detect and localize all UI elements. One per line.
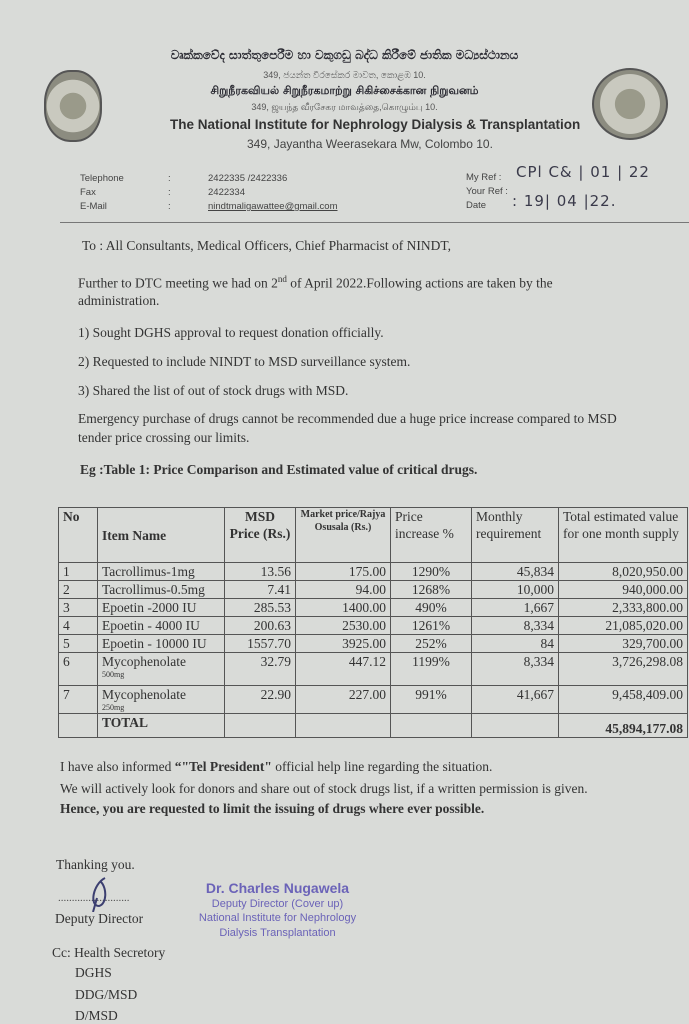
intro-line-2: administration.	[78, 293, 160, 308]
after-line-3: Hence, you are requested to limit the issuing of drugs where ever possible.	[60, 801, 485, 816]
cell-no	[59, 635, 98, 653]
telephone-value: 2422335 /2422336	[208, 173, 288, 184]
cell-increase	[391, 563, 472, 581]
increase-text: 1268%	[411, 582, 451, 597]
after-line-1	[60, 759, 492, 775]
total-value: 45,894,177.08	[559, 714, 688, 738]
cell-no	[59, 653, 98, 686]
action-3: 3) Shared the list of out of stock drugs with MSD.	[78, 383, 349, 398]
header-msd: MSD Price (Rs.)	[225, 508, 296, 563]
fax-value: 2422334	[208, 187, 245, 198]
cell-total	[559, 617, 688, 635]
msd-text: 1557.70	[247, 636, 291, 651]
total-cell-empty	[296, 714, 391, 738]
intro-text: Further to DTC meeting we had on 2	[78, 275, 278, 291]
cell-monthly	[472, 599, 559, 617]
stamp-institute-2: Dialysis Transplantation	[219, 927, 336, 939]
header-increase: Price increase %	[391, 508, 472, 563]
cell-monthly	[472, 563, 559, 581]
letterhead-tamil-address: 349, ஜயந்த வீரசேகர மாவத்தை,கொழும்பு 10.	[251, 102, 438, 112]
table-row	[59, 653, 688, 686]
cell-item	[98, 635, 225, 653]
intro-text: of April 2022.Following actions are taken by the	[286, 275, 553, 291]
item-text: Tacrollimus-1mg	[102, 564, 195, 579]
separator: :	[168, 173, 171, 184]
cc-item: DGHS	[75, 965, 112, 980]
emergency-line-1: Emergency purchase of drugs cannot be recommended due a huge price increase compared to MSD	[78, 411, 617, 426]
monthly-text: 1,667	[523, 600, 554, 615]
total-cell-empty	[391, 714, 472, 738]
signature-line: ..........................	[58, 892, 130, 904]
cell-no	[59, 617, 98, 635]
market-text: 3925.00	[342, 636, 386, 651]
monthly-text: 45,834	[516, 564, 554, 579]
cell-msd	[225, 563, 296, 581]
cell-market	[296, 686, 391, 714]
cell-market	[296, 599, 391, 617]
cell-no	[59, 686, 98, 714]
email-label: E-Mail	[80, 201, 107, 212]
cell-increase	[391, 581, 472, 599]
no-text: 4	[63, 618, 70, 633]
no-text: 5	[63, 636, 70, 651]
cell-item	[98, 563, 225, 581]
table-row	[59, 617, 688, 635]
no-text: 7	[63, 687, 70, 702]
my-ref-value: CPl C& | 01 | 22	[516, 163, 650, 181]
after-text: official help line regarding the situation.	[271, 759, 493, 774]
stamp-name: Dr. Charles Nugawela	[205, 880, 350, 896]
cell-increase	[391, 617, 472, 635]
intro-sup: nd	[277, 274, 287, 284]
cell-item	[98, 686, 225, 714]
date-label: Date	[466, 200, 487, 211]
msd-text: 13.56	[260, 564, 291, 579]
item-text: Mycophenolate	[102, 654, 186, 669]
header-monthly: Monthly requirement	[472, 508, 559, 563]
item-text: Tacrollimus-0.5mg	[102, 582, 205, 597]
item-text: Epoetin - 4000 IU	[102, 618, 200, 633]
increase-text: 1199%	[412, 654, 450, 669]
total-cell-empty	[225, 714, 296, 738]
cell-monthly	[472, 635, 559, 653]
cell-monthly	[472, 686, 559, 714]
header-divider	[60, 222, 689, 223]
separator: :	[168, 187, 171, 198]
cell-monthly	[472, 653, 559, 686]
cell-msd	[225, 581, 296, 599]
signature-mark	[85, 876, 115, 912]
recipients: To : All Consultants, Medical Officers, Chief Pharmacist of NINDT,	[82, 238, 451, 253]
cell-total	[559, 581, 688, 599]
cell-no	[59, 563, 98, 581]
increase-text: 991%	[415, 687, 447, 702]
header-total: Total estimated value for one month supply	[559, 508, 688, 563]
cell-increase	[391, 599, 472, 617]
no-text: 1	[63, 564, 70, 579]
your-ref-label: Your Ref :	[466, 186, 508, 197]
monthly-text: 8,334	[523, 618, 554, 633]
fax-label: Fax	[80, 187, 96, 198]
header-no: No	[59, 508, 98, 563]
emergency-line-2: tender price crossing our limits.	[78, 430, 250, 445]
action-2: 2) Requested to include NINDT to MSD surveillance system.	[78, 354, 411, 369]
increase-text: 1261%	[411, 618, 451, 633]
cell-monthly	[472, 581, 559, 599]
item-text: Epoetin -2000 IU	[102, 600, 197, 615]
stamp-position: Deputy Director (Cover up)	[211, 898, 344, 910]
price-comparison-table	[58, 507, 688, 738]
cell-msd	[225, 599, 296, 617]
table-total-row	[59, 714, 688, 738]
intro-line-1	[78, 274, 553, 292]
total-text: 8,020,950.00	[612, 564, 683, 579]
msd-text: 22.90	[260, 687, 291, 702]
header-market: Market price/Rajya Osusala (Rs.)	[296, 508, 391, 563]
telephone-label: Telephone	[80, 173, 124, 184]
item-strength: 250mg	[102, 703, 125, 712]
total-text: 21,085,020.00	[605, 618, 683, 633]
monthly-text: 10,000	[516, 582, 554, 597]
monthly-text: 84	[540, 636, 554, 651]
item-strength: 500mg	[102, 670, 125, 679]
total-label: TOTAL	[98, 714, 225, 738]
msd-text: 32.79	[260, 654, 291, 669]
total-text: 2,333,800.00	[612, 600, 683, 615]
letterhead-english-name: The National Institute for Nephrology Dialysis & Transplantation	[170, 117, 581, 132]
increase-text: 490%	[415, 600, 447, 615]
total-text: 940,000.00	[622, 582, 683, 597]
monthly-text: 41,667	[516, 687, 554, 702]
msd-text: 7.41	[267, 582, 291, 597]
total-cell-empty	[59, 714, 98, 738]
separator: :	[168, 201, 171, 212]
letterhead-sinhala-address: 349, ජයන්ත වීරසේකර මාවත, කොළඹ 10.	[263, 70, 426, 80]
cell-total	[559, 635, 688, 653]
stamp-institute: National Institute for Nephrology	[198, 912, 357, 924]
cell-increase	[391, 686, 472, 714]
cell-no	[59, 581, 98, 599]
my-ref-label: My Ref :	[466, 172, 502, 183]
msd-text: 285.53	[253, 600, 291, 615]
email-link[interactable]: nindtmaligawattee@gmail.com	[208, 201, 338, 212]
cell-item	[98, 599, 225, 617]
cc-item: DDG/MSD	[75, 987, 138, 1002]
market-text: 175.00	[348, 564, 386, 579]
msd-text: 200.63	[253, 618, 291, 633]
cell-msd	[225, 635, 296, 653]
no-text: 2	[63, 582, 70, 597]
total-text: 9,458,409.00	[612, 687, 683, 702]
cell-increase	[391, 635, 472, 653]
table-row	[59, 686, 688, 714]
item-text: Mycophenolate	[102, 687, 186, 702]
cell-total	[559, 563, 688, 581]
thanking-you: Thanking you.	[56, 857, 135, 872]
letterhead-tamil-name: சிறுநீரகவியல் சிறுநீரகமாற்று சிகிச்சைக்கான நிறுவனம்	[210, 84, 479, 97]
table-row	[59, 563, 688, 581]
cell-msd	[225, 653, 296, 686]
after-text: I have also informed	[60, 759, 175, 774]
cell-msd	[225, 686, 296, 714]
no-text: 6	[63, 654, 70, 669]
letterhead-sinhala-name: වෘක්කවේද සාත්තුපෙරීම හා වකුගඩු බද්ධ කිරීමේ ජාතික මධ්‍යස්ථානය	[170, 48, 519, 62]
table-row	[59, 599, 688, 617]
market-text: 1400.00	[342, 600, 386, 615]
cell-item	[98, 653, 225, 686]
cell-total	[559, 599, 688, 617]
market-text: 94.00	[355, 582, 386, 597]
cell-no	[59, 599, 98, 617]
cell-market	[296, 635, 391, 653]
table-row	[59, 635, 688, 653]
cell-market	[296, 653, 391, 686]
item-text: Epoetin - 10000 IU	[102, 636, 207, 651]
date-value: : 19| 04 |22.	[512, 192, 617, 210]
table-header-row	[59, 508, 688, 563]
total-text: 329,700.00	[622, 636, 683, 651]
market-text: 227.00	[348, 687, 386, 702]
after-line-2: We will actively look for donors and share out of stock drugs list, if a written permission is given.	[60, 781, 588, 796]
increase-text: 1290%	[411, 564, 451, 579]
total-cell-empty	[472, 714, 559, 738]
no-text: 3	[63, 600, 70, 615]
action-1: 1) Sought DGHS approval to request donation officially.	[78, 325, 384, 340]
cell-market	[296, 581, 391, 599]
header-item: Item Name	[98, 508, 225, 563]
cell-total	[559, 686, 688, 714]
cell-market	[296, 617, 391, 635]
monthly-text: 8,334	[523, 654, 554, 669]
signer-title: Deputy Director	[55, 911, 144, 926]
cell-msd	[225, 617, 296, 635]
cell-item	[98, 581, 225, 599]
total-text: 3,726,298.08	[612, 654, 683, 669]
cell-total	[559, 653, 688, 686]
table-caption: Eg :Table 1: Price Comparison and Estimated value of critical drugs.	[80, 462, 478, 477]
tel-president: “"Tel President"	[174, 759, 272, 774]
cc-item: D/MSD	[75, 1008, 118, 1023]
cell-item	[98, 617, 225, 635]
market-text: 447.12	[348, 654, 386, 669]
cell-market	[296, 563, 391, 581]
increase-text: 252%	[415, 636, 447, 651]
cell-monthly	[472, 617, 559, 635]
market-text: 2530.00	[342, 618, 386, 633]
cell-increase	[391, 653, 472, 686]
table-row	[59, 581, 688, 599]
letterhead-english-address: 349, Jayantha Weerasekara Mw, Colombo 10.	[247, 137, 493, 151]
cc-line: Cc: Health Secretory	[52, 945, 166, 960]
